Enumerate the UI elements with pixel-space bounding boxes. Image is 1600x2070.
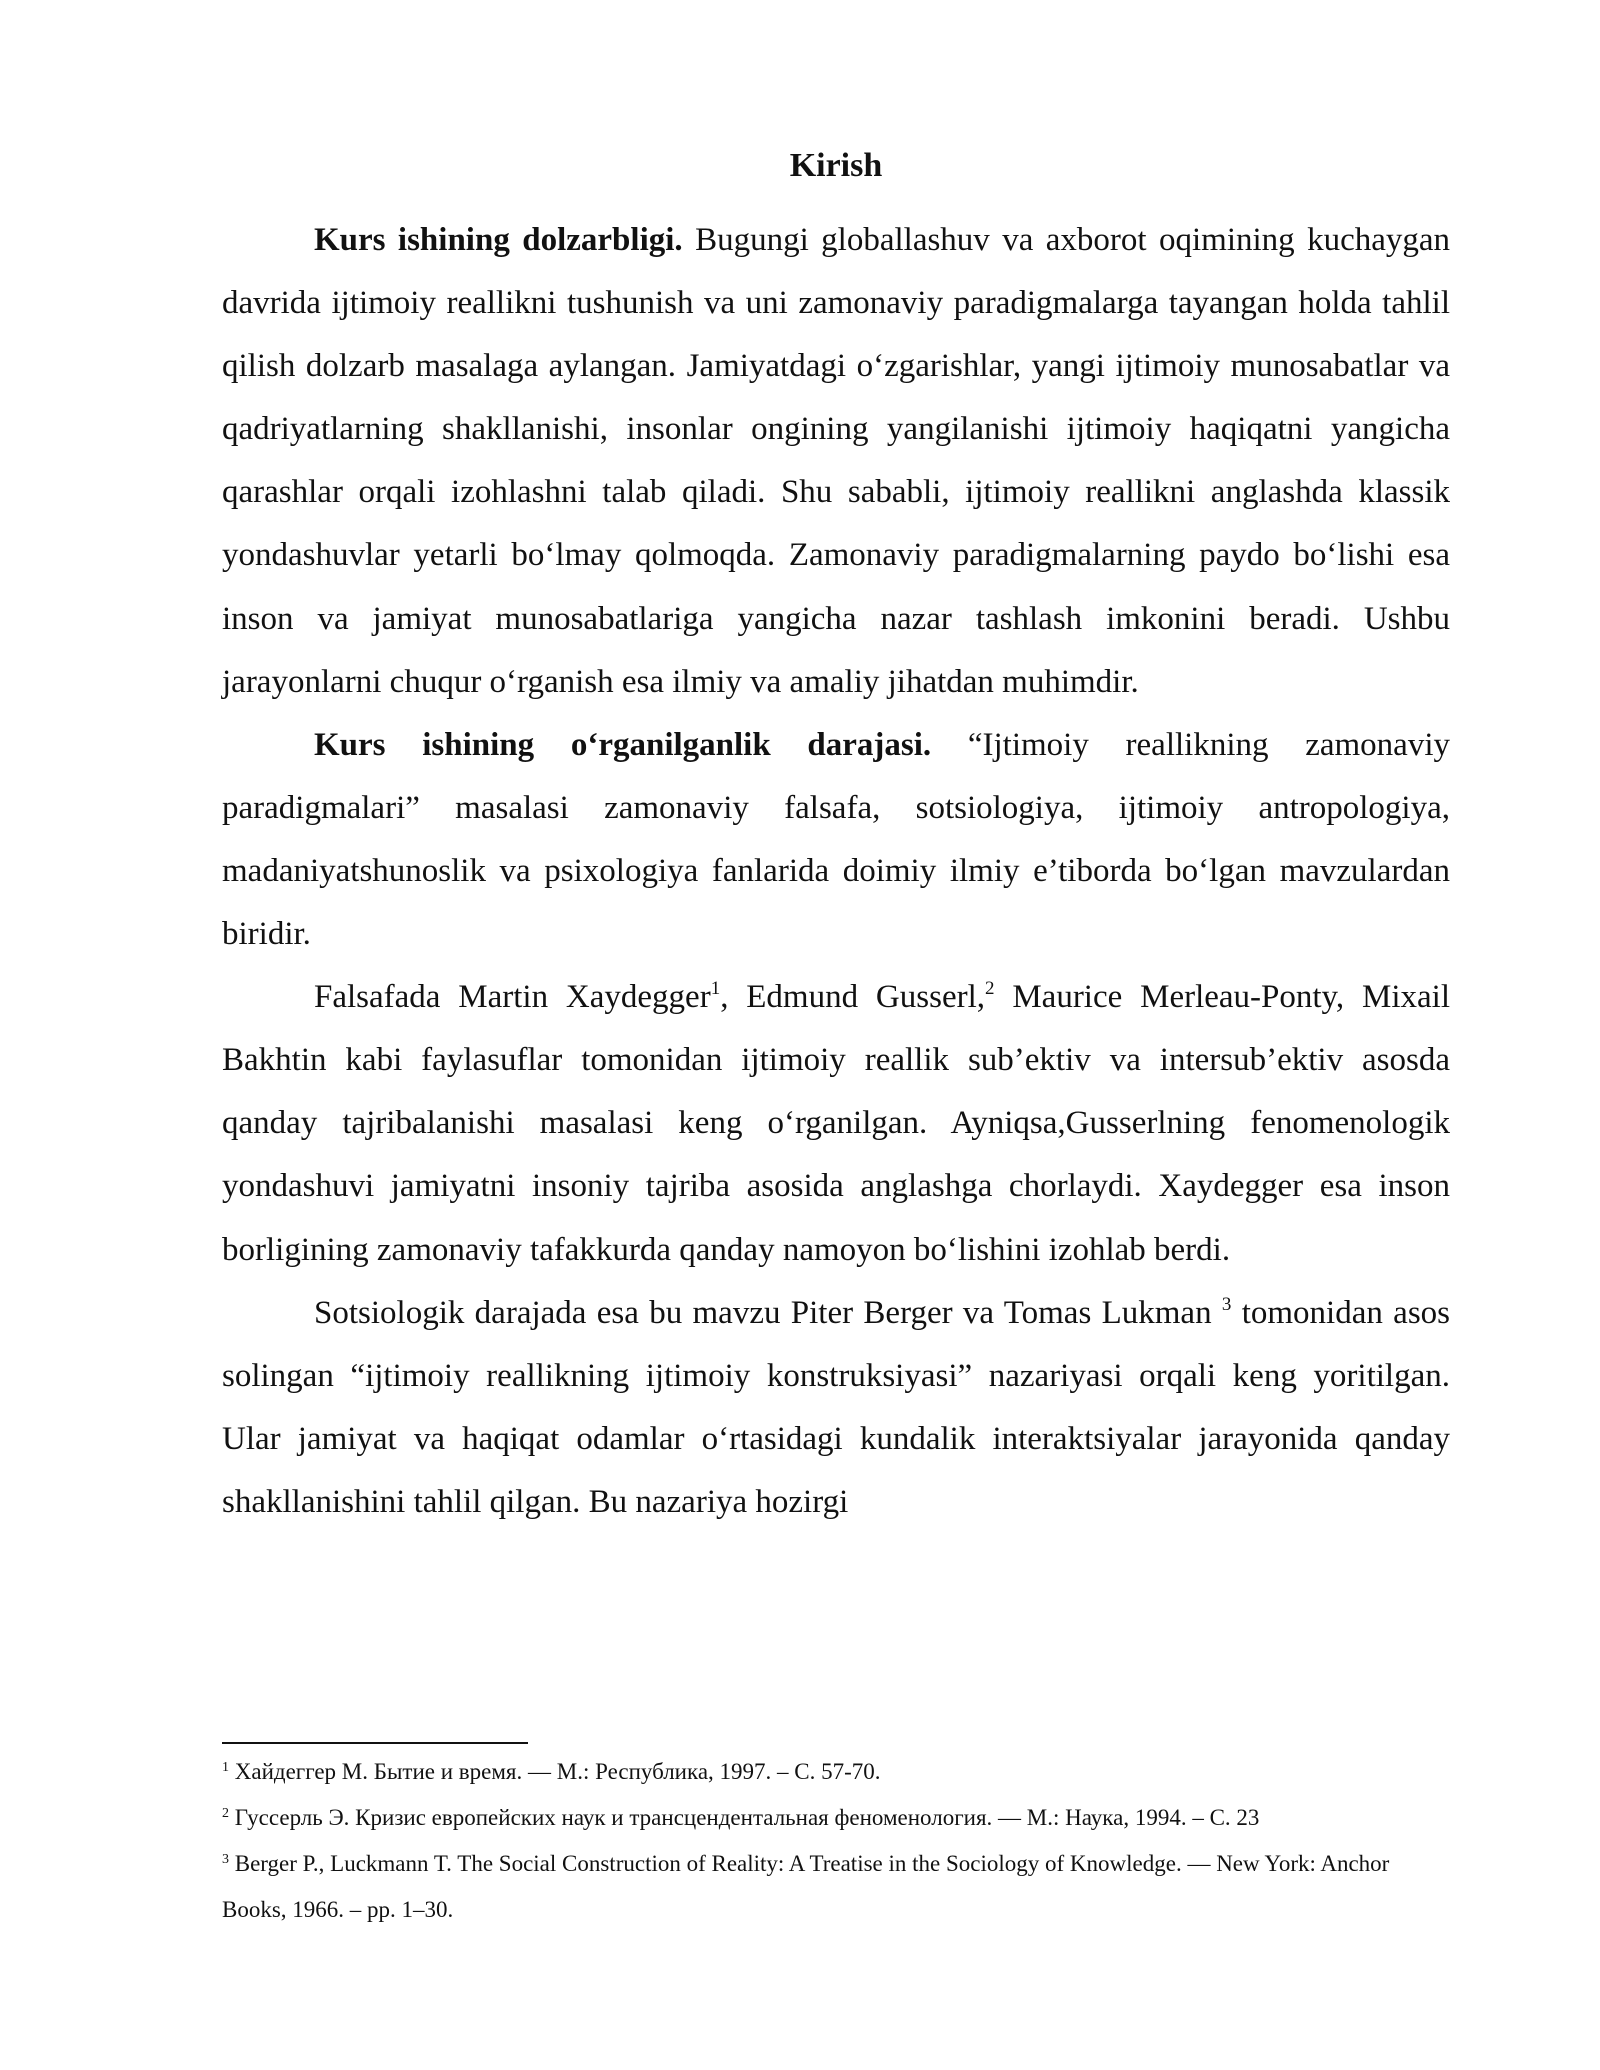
footnote-3 (222, 1841, 1450, 1933)
paragraph-study-level (222, 714, 1450, 966)
paragraph-text-relevance: Bugungi globallashuv va axborot oqimining kuchaygan davrida ijtimoiy reallikni tushunish va uni zamonaviy paradigmalarga tayangan holda tahlil qilish dolzarb masalaga aylangan. Jamiyatdagi o‘zgarishlar, yangi ijtimoiy munosabatlar va qadriyatlarning shakllanishi, insonlar ongining yangilanishi ijtimoiy haqiqatni yangicha qarashlar orqali izohlashni talab qiladi. Shu sababli, ijtimoiy reallikni anglashda klassik yondashuvlar yetarli bo‘lmay qolmoqda. Zamonaviy paradigmalarning paydo bo‘lishi esa inson va jamiyat munosabatlariga yangicha nazar tashlash imkonini beradi. Ushbu jarayonlarni chuqur o‘rganish esa ilmiy va amaliy jihatdan muhimdir. (222, 222, 1451, 700)
page-title: Kirish (789, 147, 883, 184)
paragraph-philosophy (222, 966, 1450, 1281)
paragraph-text-sociology-2: tomonidan asos solingan “ijtimoiy reallikning ijtimoiy konstruksiyasi” nazariyasi orqali keng yoritilgan. Ular jamiyat va haqiqat odamlar o‘rtasidagi kundalik interaktsiyalar jarayonida qanday shakllanishini tahlil qilgan. Bu nazariya hozirgi (222, 1294, 1450, 1520)
footnote-text-2: Гуссерль Э. Кризис европейских наук и трансцендентальная феноменология. — М.: Наука, 1994. – С. 23 (229, 1805, 1260, 1830)
paragraph-text-study-level: “Ijtimoiy reallikning zamonaviy paradigmalari” masalasi zamonaviy falsafa, sotsiologiya, ijtimoiy antropologiya, madaniyatshunoslik va psixologiya fanlarida doimiy ilmiy e’tiborda bo‘lgan mavzulardan biridir. (222, 726, 1450, 953)
footnote-number-2: 2 (222, 1806, 229, 1821)
footnote-number-1: 1 (222, 1760, 229, 1775)
paragraph-sociology (222, 1282, 1450, 1534)
footnote-ref-1[interactable]: 1 (710, 978, 721, 1000)
body-text (222, 209, 1450, 1534)
paragraph-text-philosophy-3: Maurice Merleau-Ponty, Mixail Bakhtin kabi faylasuflar tomonidan ijtimoiy reallik sub’ektiv va intersub’ektiv asosda qanday tajribalanishi masalasi keng o‘rganilgan. Ayniqsa,Gusserlning fenomenologik yondashuvi jamiyatni insoniy tajriba asosida anglashga chorlaydi. Xaydegger esa inson borligining zamonaviy tafakkurda qanday namoyon bo‘lishini izohlab berdi. (222, 979, 1450, 1268)
footnote-ref-2[interactable]: 2 (985, 978, 995, 1000)
footnote-separator (222, 1742, 528, 1744)
footnote-1 (222, 1749, 1450, 1795)
paragraph-text-philosophy-1: Falsafada Martin Xaydegger (314, 979, 711, 1016)
paragraph-relevance (222, 209, 1450, 714)
footnote-text-1: Хайдеггер М. Бытие и время. — М.: Республика, 1997. – С. 57-70. (229, 1759, 881, 1784)
paragraph-text-philosophy-2: , Edmund Gusserl, (720, 979, 985, 1016)
paragraph-text-sociology-1: Sotsiologik darajada esa bu mavzu Piter Berger va Tomas Lukman (314, 1294, 1222, 1331)
footnote-2 (222, 1795, 1450, 1841)
paragraph-heading-relevance: Kurs ishining dolzarbligi. (314, 222, 683, 258)
footnote-text-3: Berger P., Luckmann T. The Social Construction of Reality: A Treatise in the Sociology of Knowledge. — New York: Anchor Books, 1966. – pp. 1–30. (222, 1851, 1390, 1922)
footnotes (222, 1749, 1450, 1933)
footnote-number-3: 3 (222, 1852, 229, 1867)
footnote-ref-3[interactable]: 3 (1221, 1293, 1232, 1315)
paragraph-heading-study-level: Kurs ishining o‘rganilganlik darajasi. (314, 726, 932, 763)
